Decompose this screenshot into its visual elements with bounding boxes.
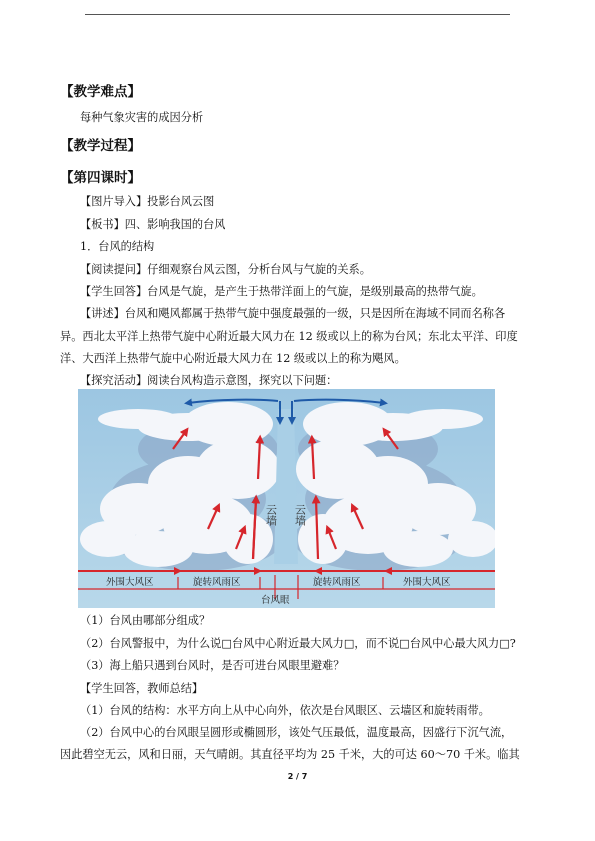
rain-band-left-label: 旋转风雨区 — [193, 577, 241, 588]
difficulty-text: 每种气象灾害的成因分析 — [80, 111, 204, 124]
text-line: 【图片导入】投影台风云图 — [80, 195, 215, 208]
heading-teaching-process: 【教学过程】 — [60, 138, 141, 154]
rain-band-right-label: 旋转风雨区 — [313, 577, 361, 588]
typhoon-eye-label: 台风眼 — [261, 595, 290, 606]
question-line: （3）海上船只遇到台风时，是否可进台风眼里避难？ — [80, 659, 345, 672]
text-line: 【学生回答，教师总结】 — [80, 682, 204, 695]
text-line: 【探究活动】阅读台风构造示意图，探究以下问题： — [80, 374, 338, 387]
page-number: 2 / 7 — [287, 772, 308, 781]
question-line: （2）台风警报中，为什么说□台风中心附近最大风力□，而不说□台风中心最大风力□? — [80, 637, 516, 650]
text-line: 【讲述】台风和飓风都属于热带气旋中强度最强的一级，只是因所在海域不同而名称各 — [80, 307, 506, 320]
text-line: 洋、大西洋上热带气旋中心附近最大风力在 12 级或以上的称为飓风。 — [60, 352, 406, 365]
header-rule — [85, 14, 510, 15]
outer-wind-right-label: 外围大风区 — [403, 577, 451, 588]
text-line: 【学生回答】台风是气旋，是产生于热带洋面上的气旋，是级别最高的热带气旋。 — [80, 285, 483, 298]
answer-line: （1）台风的结构：水平方向上从中心向外，依次是台风眼区、云墙区和旋转雨带。 — [80, 704, 490, 717]
text-line: 【板书】四、影响我国的台风 — [80, 218, 226, 231]
question-line: （1）台风由哪部分组成？ — [80, 614, 211, 627]
typhoon-eye-column — [274, 409, 298, 564]
typhoon-structure-diagram — [78, 389, 495, 608]
answer-line: 因此碧空无云，风和日丽，天气晴朗。其直径平均为 25 千米，大的可达 60～70 千米。临其 — [60, 748, 520, 761]
text-line: 【阅读提问】仔细观察台风云图，分析台风与气旋的关系。 — [80, 263, 371, 276]
heading-teaching-difficulty: 【教学难点】 — [60, 84, 141, 100]
answer-line: （2）台风中心的台风眼呈圆形或椭圆形，该处气压最低，温度最高，因盛行下沉气流， — [80, 726, 513, 739]
cloud-wall-right-label: 云墙 — [293, 504, 307, 526]
text-line: 异。西北太平洋上热带气旋中心附近最大风力在 12 级或以上的称为台风；东北太平洋、印度 — [60, 330, 518, 343]
outer-wind-left-label: 外围大风区 — [106, 577, 154, 588]
cloud-wall-left-label: 云墙 — [264, 504, 278, 526]
text-line: 1．台风的结构 — [80, 240, 155, 253]
heading-fourth-lesson: 【第四课时】 — [60, 170, 141, 186]
